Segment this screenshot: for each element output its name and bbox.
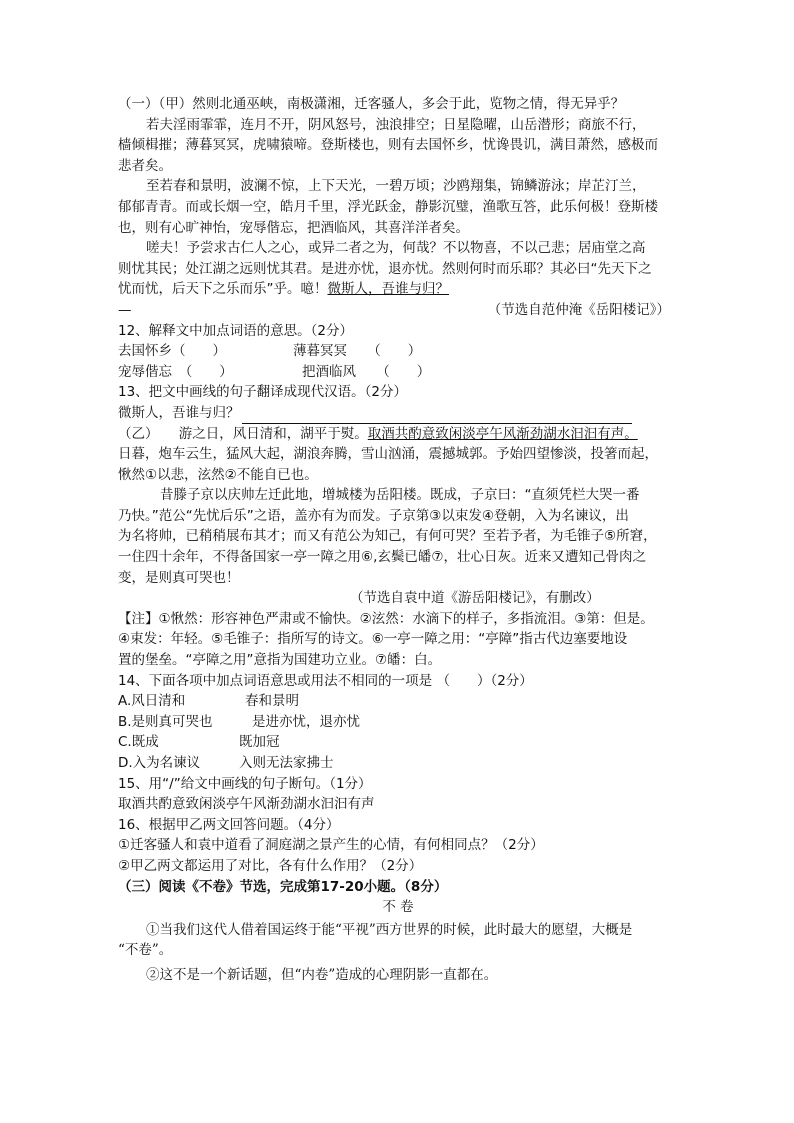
q14-c-right: 既加冠 [239,734,280,751]
q14-option-d [118,753,678,774]
yi-line-8: 变，是则真可哭也！ [118,569,240,586]
section3-title: （三）阅读《不卷》节选，完成第17-20小题。（8分） [118,878,448,895]
article-heading: 不 卷 [382,899,414,916]
jia-line-3: 樯倾楫摧；薄暮冥冥，虎啸猿啼。登斯楼也，则有去国怀乡，忧谗畏讥，满目萧然，感极而 [118,137,658,154]
yi-line-2: 日暮，炮车云生，猛风大起，湖浪奔腾，雪山汹涌，震撼城郭。予始四望惨淡，投箸而起， [118,446,658,463]
article-para-1b: “不卷”。 [118,942,173,959]
q14-option-c [118,732,678,753]
q13-title: 13、把文中画线的句子翻译成现代汉语。（2分） [118,384,408,401]
q15-sentence: 取酒共酌意致闲淡亭午风渐劲湖水汩汩有声 [118,796,375,813]
q14-c-left: C.既成 [118,734,159,751]
dash-mark: — [118,301,132,318]
q13-sentence: 微斯人，吾谁与归？ [118,404,240,421]
q14-option-a [118,691,678,712]
yi-source: （节选自袁中道《游岳阳楼记》，有删改） [350,590,600,607]
q16-sub-2: ②甲乙两文都运用了对比，各有什么作用？（2分） [118,857,423,874]
q14-a-right: 春和景明 [245,693,299,710]
article-para-2: ②这不是一个新话题，但“内卷”造成的心理阴影一直都在。 [146,966,498,983]
q12-row-2 [118,362,678,383]
jia-line-10 [118,279,678,300]
q14-b-left: B.是则真可哭也 [118,713,213,730]
jia-line-5: 至若春和景明，波澜不惊，上下天光，一碧万顷；沙鸥翔集，锦鳞游泳；岸芷汀兰， [146,178,646,195]
q12-row-1 [118,341,678,362]
q12-item-c: 宠辱偕忘 （ ） [118,363,233,380]
q12-title: 12、解释文中加点词语的意思。（2分） [118,322,354,339]
jia-line-2: 若夫淫雨霏霏，连月不开，阴风怒号，浊浪排空；日星隐曜，山岳潜形；商旅不行， [146,116,646,133]
q16-sub-1: ①迁客骚人和袁中道看了洞庭湖之景产生的心情，有何相同点？（2分） [118,837,544,854]
q13-answer-line [118,403,678,424]
q15-title: 15、用“/”给文中画线的句子断句。（1分） [118,775,372,792]
jia-source-line [118,300,678,321]
q14-title: 14、下面各项中加点词语意思或用法不相同的一项是 （ ）（2分） [118,672,533,689]
answer-blank[interactable] [242,409,632,424]
jia-line-7: 也，则有心旷神怡，宠辱偕忘，把酒临风，其喜洋洋者矣。 [118,219,469,236]
yi-line-3: 愀然①以悲，泫然②不能自已也。 [118,466,318,483]
notes-line-3: 置的堡垒。“亭障之用”意指为国建功立业。⑦皤：白。 [118,652,442,669]
yi-line-6: 为名将帅，已稍稍展布其才；而又有范公为知己，有何可哭？至若予者，为毛锥子⑤所窘， [118,528,657,545]
jia-line-6: 郁郁青青。而或长烟一空，皓月千里，浮光跃金，静影沉璧，渔歌互答，此乐何极！登斯楼 [118,198,658,215]
q16-title: 16、根据甲乙两文回答问题。（4分） [118,816,340,833]
jia-source: （节选自范仲淹《岳阳楼记》） [487,301,670,318]
jia-line-9: 则忧其民；处江湖之远则忧其君。是进亦忧，退亦忧。然则何时而乐耶？其必曰“先天下之 [118,260,652,277]
q12-item-a: 去国怀乡（ ） [118,343,226,360]
article-para-1a: ①当我们这代人借着国运终于能“平视”西方世界的时候，此时最大的愿望，大概是 [146,921,633,938]
q14-d-left: D.入为名谏议 [118,755,201,771]
yi-line-1 [118,424,678,445]
q14-option-b [118,712,678,733]
yi-line-4: 昔滕子京以庆帅左迁此地，增城楼为岳阳楼。既成，子京曰：“直须凭栏大哭一番 [160,487,640,504]
yi-line-1-text: （乙） 游之日，风日清和，湖平于熨。 [118,425,368,442]
exam-page [118,94,678,986]
q12-item-d: 把酒临风 （ ） [302,363,431,380]
jia-line-10-text: 忧而忧，后天下之乐而乐”乎。噫！ [118,281,328,298]
jia-line-8: 嗟夫！予尝求古仁人之心，或异二者之为，何哉？不以物喜，不以己悲；居庙堂之高 [146,240,646,257]
q14-b-right: 是进亦忧，退亦忧 [252,713,360,730]
q14-a-left: A.风日清和 [118,693,186,710]
q14-d-right: 入则无法家拂士 [239,755,334,771]
q12-item-b: 薄暮冥冥 （ ） [293,343,422,360]
notes-line-2: ④束发：年轻。⑤毛锥子：指所写的诗文。⑥一亭一障之用：“亭障”指古代边塞要地设 [118,631,628,648]
underlined-sentence-yi: 取酒共酌意致闲淡亭午风渐劲湖水汩汩有声。 [367,425,638,442]
yi-line-5: 乃快。”范公“先忧后乐”之语，盖亦有为而发。子京第③以束发④登朝，入为名谏议，出 [118,507,629,524]
yi-line-7: 一住四十余年，不得备国家一亭一障之用⑥,玄鬓已皤⑦，壮心日灰。近来又遭知己骨肉之 [118,549,646,566]
underlined-sentence-jia: 微斯人，吾谁与归？ [327,281,449,298]
jia-line-1: （一）（甲）然则北通巫峡，南极潇湘，迁客骚人，多会于此，览物之情，得无异乎？ [118,96,625,112]
notes-line-1: 【注】①愀然：形容神色严肃或不愉快。②泫然：水滴下的样子，多指流泪。③第：但是。 [118,610,654,627]
jia-line-4: 悲者矣。 [118,157,172,174]
